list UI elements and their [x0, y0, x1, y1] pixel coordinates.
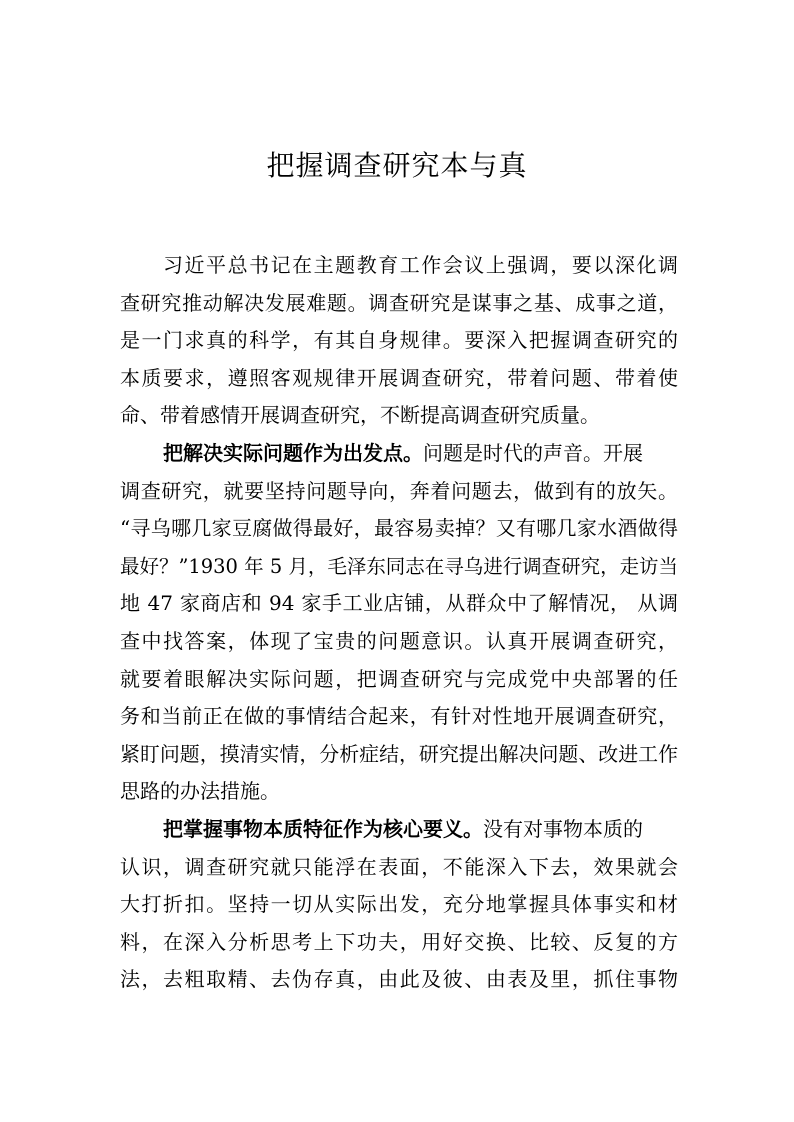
line-text: 没有对事物本质的 [483, 816, 643, 841]
text-line [120, 736, 678, 774]
text-line [120, 247, 678, 285]
line-text: 查研究推动解决发展难题。调查研究是谋事之基、成事之道， [120, 290, 678, 315]
line-text: 最好？”1930 年 5 月，毛泽东同志在寻乌进行调查研究，走访当 [120, 554, 678, 578]
line-text: 大打折扣。坚持一切从实际出发，充分地掌握具体事实和材 [120, 892, 678, 917]
paragraph [120, 811, 678, 999]
document-body [120, 247, 678, 999]
text-line [120, 811, 678, 849]
line-text: 认识，调查研究就只能浮在表面，不能深入下去，效果就会 [120, 854, 678, 879]
line-text: 调查研究，就要坚持问题导向，奔着问题去，做到有的放矢。 [120, 478, 678, 503]
text-line [120, 360, 678, 398]
text-line [120, 285, 678, 323]
text-line [120, 886, 678, 924]
text-line [120, 661, 678, 699]
line-text: 地 47 家商店和 94 家手工业店铺，从群众中了解情况， 从调 [120, 591, 678, 616]
text-line [120, 698, 678, 736]
line-text: 思路的办法措施。 [120, 779, 280, 804]
line-text: 料，在深入分析思考上下功夫，用好交换、比较、反复的方 [120, 929, 678, 954]
paragraph [120, 435, 678, 811]
paragraph-lead: 把解决实际问题作为出发点。 [163, 440, 423, 465]
text-line [120, 773, 678, 811]
text-line [120, 473, 678, 511]
line-text: 是一门求真的科学，有其自身规律。要深入把握调查研究的 [120, 328, 678, 353]
line-text: 习近平总书记在主题教育工作会议上强调，要以深化调 [163, 253, 678, 277]
paragraph [120, 247, 678, 435]
line-text: 法，去粗取精、去伪存真，由此及彼、由表及里，抓住事物 [120, 967, 678, 992]
text-line [120, 435, 678, 473]
line-text: 命、带着感情开展调查研究，不断提高调查研究质量。 [120, 403, 600, 428]
line-text: 查中找答案，体现了宝贵的问题意识。认真开展调查研究， [120, 628, 678, 653]
text-line [120, 623, 678, 661]
text-line [120, 849, 678, 887]
document-title: 把握调查研究本与真 [266, 149, 528, 182]
line-text: 务和当前正在做的事情结合起来，有针对性地开展调查研究， [120, 704, 678, 729]
text-line [120, 322, 678, 360]
paragraph-lead: 把掌握事物本质特征作为核心要义。 [163, 816, 483, 841]
text-line [120, 961, 678, 999]
line-text: “寻乌哪几家豆腐做得最好，最容易卖掉？又有哪几家水酒做得 [120, 516, 678, 541]
text-line [120, 548, 678, 586]
text-line [120, 585, 678, 623]
line-text: 就要着眼解决实际问题，把调查研究与完成党中央部署的任 [120, 666, 678, 691]
text-line [120, 924, 678, 962]
text-line [120, 397, 678, 435]
line-text: 紧盯问题，摸清实情，分析症结，研究提出解决问题、改进工作 [120, 742, 678, 766]
line-text: 本质要求，遵照客观规律开展调查研究，带着问题、带着使 [120, 365, 678, 390]
text-line [120, 510, 678, 548]
line-text: 问题是时代的声音。开展 [423, 440, 643, 465]
